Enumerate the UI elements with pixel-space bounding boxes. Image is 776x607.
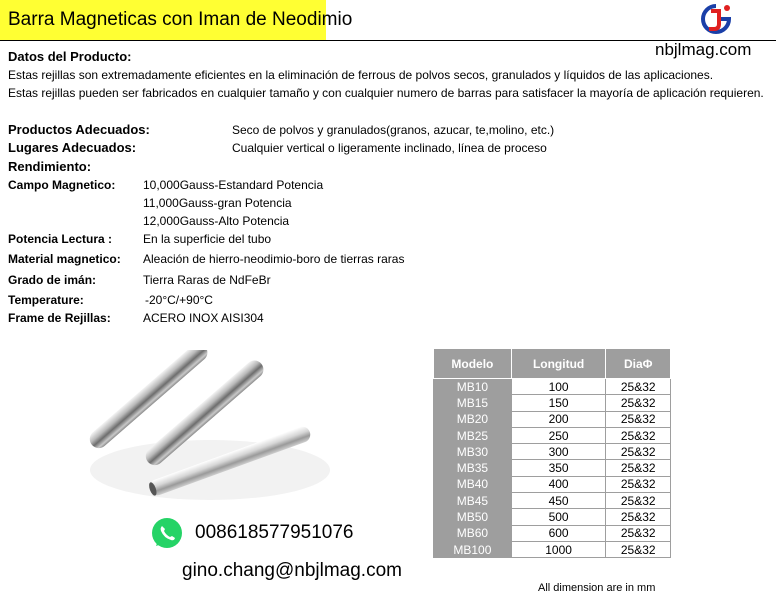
diameter-cell: 25&32 bbox=[606, 525, 671, 541]
diameter-cell: 25&32 bbox=[606, 460, 671, 476]
diameter-cell: 25&32 bbox=[606, 395, 671, 411]
model-cell: MB25 bbox=[434, 427, 512, 443]
table-header-row bbox=[434, 349, 671, 379]
model-cell: MB20 bbox=[434, 411, 512, 427]
website-domain: nbjlmag.com bbox=[655, 40, 752, 59]
model-cell: MB50 bbox=[434, 509, 512, 525]
table-row bbox=[434, 460, 671, 476]
model-cell: MB60 bbox=[434, 525, 512, 541]
page-title: Barra Magneticas con Iman de Neodimio bbox=[8, 9, 353, 30]
table-row bbox=[434, 541, 671, 557]
magnetic-field-label: Campo Magnetico: bbox=[8, 178, 116, 192]
table-row bbox=[434, 379, 671, 395]
length-cell: 600 bbox=[511, 525, 606, 541]
magnet-grade-value: Tierra Raras de NdFeBr bbox=[143, 273, 271, 287]
length-cell: 300 bbox=[511, 444, 606, 460]
length-cell: 350 bbox=[511, 460, 606, 476]
model-cell: MB40 bbox=[434, 476, 512, 492]
temperature-label: Temperature: bbox=[8, 293, 84, 307]
suitable-places-label: Lugares Adecuados: bbox=[8, 140, 137, 155]
model-cell: MB45 bbox=[434, 493, 512, 509]
suitable-products-value: Seco de polvos y granulados(granos, azucar, te,molino, etc.) bbox=[232, 123, 555, 137]
magnetic-bars-image bbox=[60, 350, 340, 515]
contact-email: gino.chang@nbjlmag.com bbox=[182, 560, 402, 581]
length-cell: 450 bbox=[511, 493, 606, 509]
magnetic-material-value: Aleación de hierro-neodimio-boro de tierras raras bbox=[143, 252, 405, 266]
magnetic-field-value-2: 11,000Gauss-gran Potencia bbox=[143, 196, 292, 210]
suitable-products-label: Productos Adecuados: bbox=[8, 122, 150, 137]
table-row bbox=[434, 427, 671, 443]
whatsapp-icon bbox=[150, 516, 184, 550]
length-cell: 150 bbox=[511, 395, 606, 411]
table-row bbox=[434, 444, 671, 460]
table-row bbox=[434, 525, 671, 541]
table-row bbox=[434, 493, 671, 509]
magnetic-field-value-1: 10,000Gauss-Estandard Potencia bbox=[143, 178, 324, 192]
model-cell: MB15 bbox=[434, 395, 512, 411]
diameter-cell: 25&32 bbox=[606, 379, 671, 395]
temperature-value: -20°C/+90°C bbox=[145, 293, 213, 307]
suitable-places-value: Cualquier vertical o ligeramente inclinado, línea de proceso bbox=[232, 141, 547, 155]
magnetic-field-value-3: 12,000Gauss-Alto Potencia bbox=[143, 214, 290, 228]
reading-power-label: Potencia Lectura : bbox=[8, 232, 113, 246]
product-paragraph-1: Estas rejillas son extremadamente eficientes en la eliminación de ferrous de polvos secos, granulados y líquidos de las aplicaciones. bbox=[8, 68, 714, 82]
company-logo-icon bbox=[693, 2, 739, 36]
table-row bbox=[434, 411, 671, 427]
diameter-cell: 25&32 bbox=[606, 411, 671, 427]
models-table bbox=[433, 348, 671, 558]
length-cell: 400 bbox=[511, 476, 606, 492]
model-cell: MB100 bbox=[434, 541, 512, 557]
grid-frame-label: Frame de Rejillas: bbox=[8, 311, 111, 325]
product-heading: Datos del Producto: bbox=[8, 49, 132, 64]
column-header: Modelo bbox=[434, 349, 512, 379]
length-cell: 500 bbox=[511, 509, 606, 525]
model-cell: MB35 bbox=[434, 460, 512, 476]
diameter-cell: 25&32 bbox=[606, 493, 671, 509]
performance-heading: Rendimiento: bbox=[8, 159, 92, 174]
grid-frame-value: ACERO INOX AISI304 bbox=[143, 311, 264, 325]
length-cell: 200 bbox=[511, 411, 606, 427]
magnet-grade-label: Grado de imán: bbox=[8, 273, 97, 287]
diameter-cell: 25&32 bbox=[606, 444, 671, 460]
magnetic-material-label: Material magnetico: bbox=[8, 252, 121, 266]
diameter-cell: 25&32 bbox=[606, 541, 671, 557]
diameter-cell: 25&32 bbox=[606, 427, 671, 443]
column-header: DiaΦ bbox=[606, 349, 671, 379]
diameter-cell: 25&32 bbox=[606, 509, 671, 525]
column-header: Longitud bbox=[511, 349, 606, 379]
table-row bbox=[434, 509, 671, 525]
length-cell: 250 bbox=[511, 427, 606, 443]
reading-power-value: En la superficie del tubo bbox=[143, 232, 272, 246]
table-footnote: All dimension are in mm bbox=[538, 582, 656, 594]
model-cell: MB10 bbox=[434, 379, 512, 395]
table-row bbox=[434, 476, 671, 492]
contact-phone: 008618577951076 bbox=[195, 522, 354, 543]
product-paragraph-2: Estas rejillas pueden ser fabricados en cualquier tamaño y con cualquier numero de barras para satisfacer la mayoría de aplicación requieren. bbox=[8, 86, 764, 100]
table-row bbox=[434, 395, 671, 411]
model-cell: MB30 bbox=[434, 444, 512, 460]
length-cell: 1000 bbox=[511, 541, 606, 557]
diameter-cell: 25&32 bbox=[606, 476, 671, 492]
length-cell: 100 bbox=[511, 379, 606, 395]
